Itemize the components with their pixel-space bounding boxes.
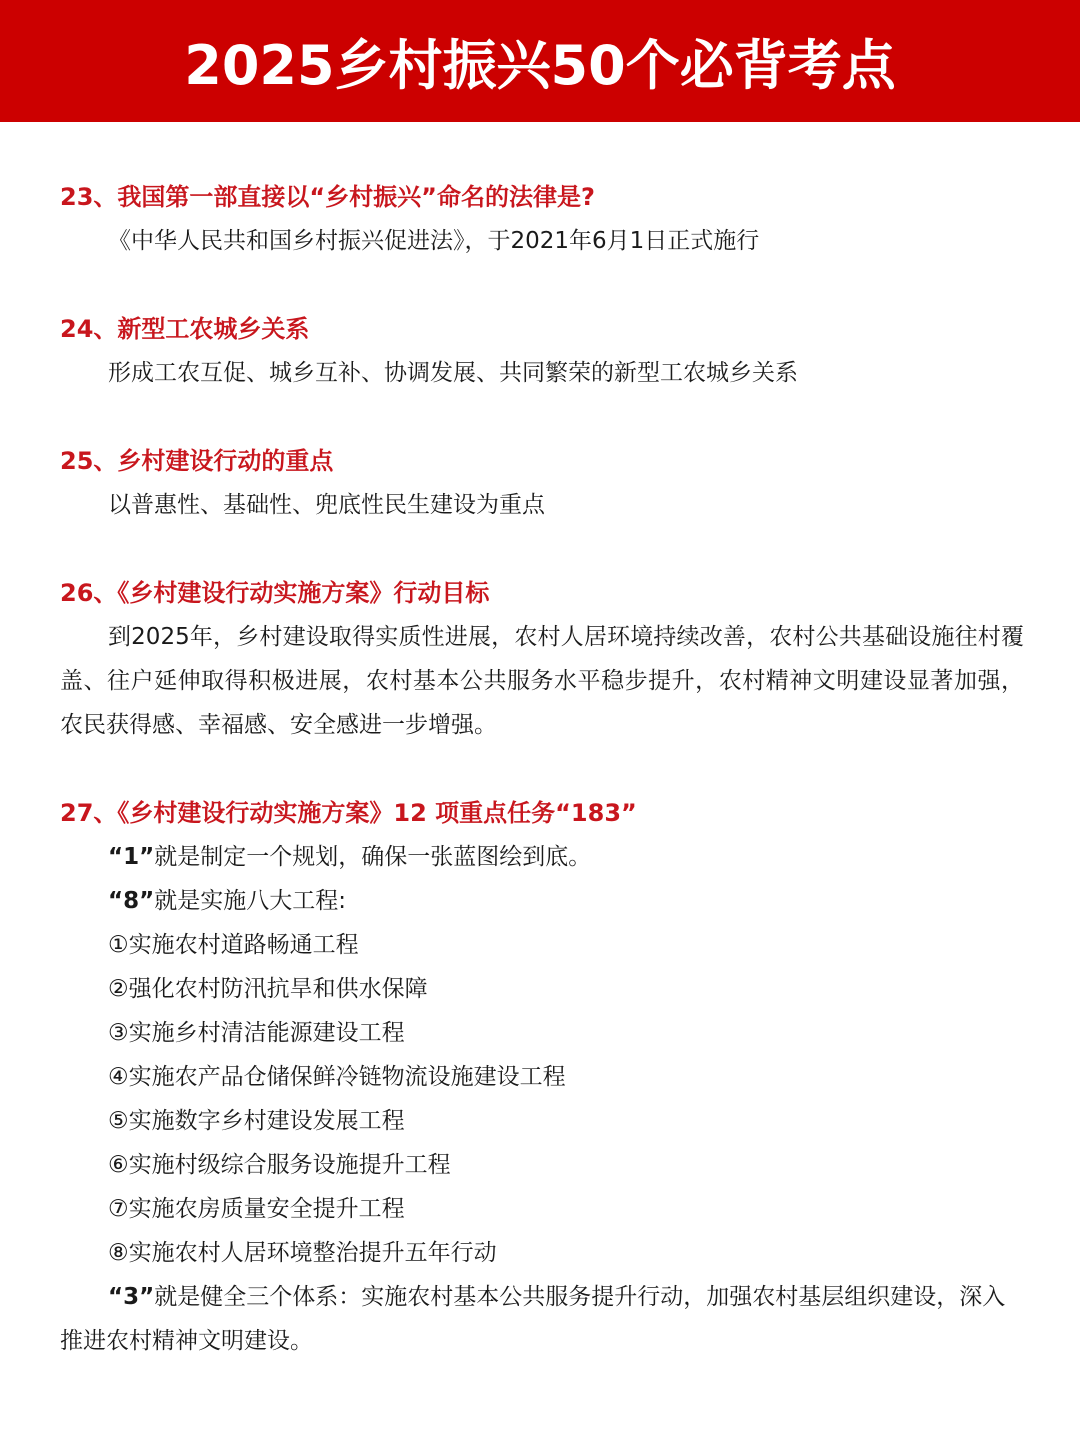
answer-26: 到2025年，乡村建设取得实质性进展，农村人居环境持续改善，农村公共基础设施往村覆盖、往户延伸取得积极进展，农村基本公共服务水平稳步提升，农村精神文明建设显著加强，农民获得感、幸福感、安全感进一步增强。 [60,624,1024,738]
header-banner [0,0,1080,122]
section-25 [60,439,1024,527]
task-8-line [60,879,1024,923]
list-item: ⑤实施数字乡村建设发展工程 [108,1108,405,1134]
list-item: ③实施乡村清洁能源建设工程 [108,1020,405,1046]
section-26 [60,571,1024,747]
list-item: ②强化农村防汛抗旱和供水保障 [108,976,428,1002]
task-1-line [60,835,1024,879]
answer-25: 以普惠性、基础性、兜底性民生建设为重点 [108,492,545,518]
answer-24: 形成工农互促、城乡互补、协调发展、共同繁荣的新型工农城乡关系 [108,360,798,386]
task-8-key: “8” [108,888,155,914]
section-23 [60,175,1024,263]
answer-23: 《中华人民共和国乡村振兴促进法》，于2021年6月1日正式施行 [108,228,760,254]
list-item: ⑧实施农村人居环境整治提升五年行动 [108,1240,497,1266]
task-3-text: 就是健全三个体系：实施农村基本公共服务提升行动，加强农村基层组织建设，深入推进农村精神文明建设。 [60,1284,1006,1354]
task-8-text: 就是实施八大工程: [154,888,346,914]
list-item: ⑥实施村级综合服务设施提升工程 [108,1152,451,1178]
list-item: ①实施农村道路畅通工程 [108,932,359,958]
list-item: ④实施农产品仓储保鲜冷链物流设施建设工程 [108,1064,566,1090]
task-3-paragraph [60,1275,1024,1363]
question-25: 25、乡村建设行动的重点 [60,447,334,475]
task-1-key: “1” [108,844,155,870]
list-item: ⑦实施农房质量安全提升工程 [108,1196,405,1222]
question-26: 26、《乡村建设行动实施方案》行动目标 [60,579,490,607]
question-27: 27、《乡村建设行动实施方案》12 项重点任务“183” [60,799,637,827]
question-24: 24、新型工农城乡关系 [60,315,310,343]
task-3-key: “3” [108,1284,155,1310]
section-24 [60,307,1024,395]
task-1-text: 就是制定一个规划，确保一张蓝图绘到底。 [154,844,592,870]
section-27 [60,791,1024,1363]
question-23: 23、我国第一部直接以“乡村振兴”命名的法律是? [60,183,595,211]
page-title: 2025乡村振兴50个必背考点 [184,33,896,97]
